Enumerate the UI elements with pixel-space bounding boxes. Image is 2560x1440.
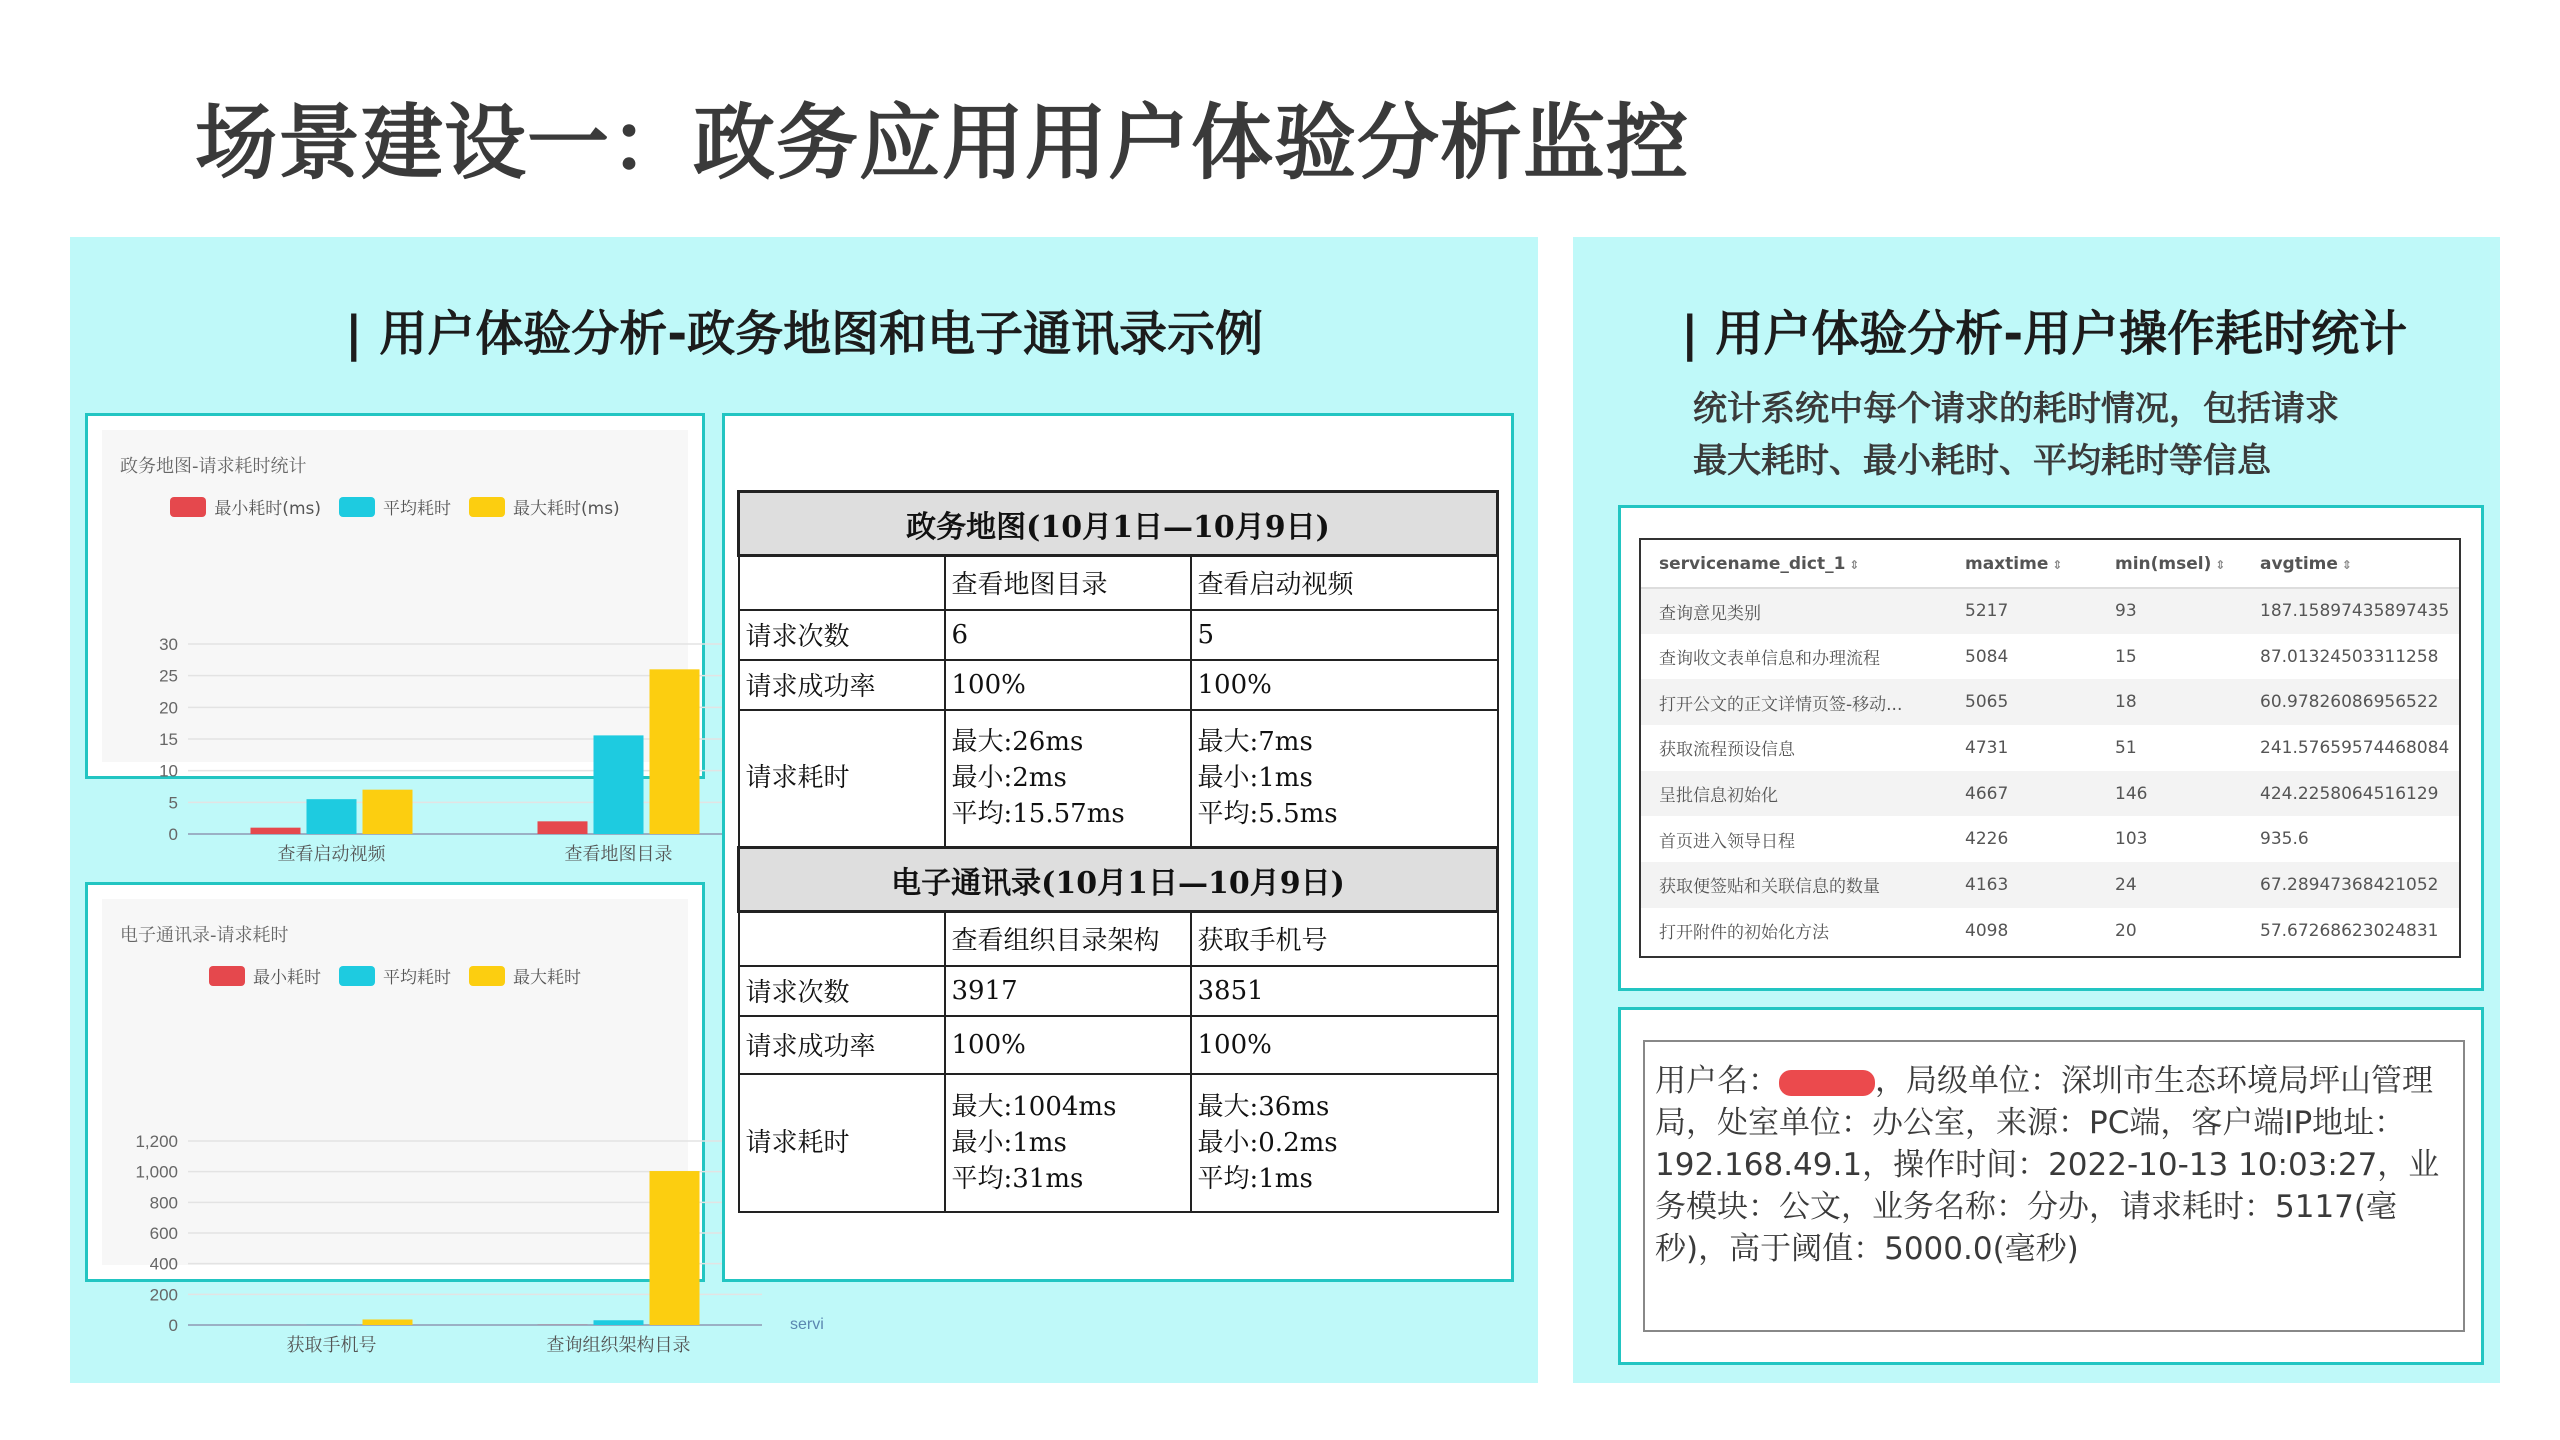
map-section-title: 政务地图(10月1日—10月9日) bbox=[739, 492, 1498, 556]
table-cell: 18 bbox=[2097, 679, 2242, 725]
table-cell: 935.6 bbox=[2260, 829, 2309, 850]
table-cell: 424.2258064516129 bbox=[2242, 771, 2459, 817]
time-avg: 平均:5.5ms bbox=[1197, 799, 1338, 830]
contacts-chart-title: 电子通讯录-请求耗时 bbox=[120, 925, 289, 946]
column-header-min[interactable] bbox=[2097, 540, 2242, 588]
table-header-row bbox=[1641, 540, 2459, 588]
table-cell: 查询收文表单信息和办理流程 bbox=[1659, 649, 1880, 670]
y-tick-label: 0 bbox=[168, 1316, 178, 1335]
table-cell bbox=[1191, 710, 1498, 848]
y-tick-label: 1,000 bbox=[135, 1162, 178, 1182]
legend-max-label: 最大耗时 bbox=[513, 968, 581, 988]
table-row bbox=[739, 660, 1498, 710]
table-cell: 4667 bbox=[1947, 771, 2097, 817]
map-chart bbox=[102, 430, 688, 864]
table-cell: 100% bbox=[1191, 1016, 1498, 1074]
table-cell: 查看组织目录架构 bbox=[945, 912, 1191, 966]
table-cell: 93 bbox=[2097, 588, 2242, 634]
table-row[interactable] bbox=[1641, 862, 2459, 908]
legend-avg-label: 平均耗时 bbox=[383, 968, 451, 988]
sort-icon[interactable]: ⇕ bbox=[2052, 557, 2063, 572]
bar bbox=[594, 1320, 644, 1325]
right-panel-heading: | 用户体验分析-用户操作耗时统计 bbox=[1681, 306, 2408, 362]
table-cell: 获取手机号 bbox=[1191, 912, 1498, 966]
y-tick-label: 800 bbox=[149, 1193, 178, 1213]
log-text bbox=[1655, 1060, 2449, 1270]
x-tick-label: 获取手机号 bbox=[286, 1335, 377, 1355]
table-cell: 103 bbox=[2115, 829, 2148, 850]
y-tick-label: 30 bbox=[159, 635, 178, 654]
service-table-container bbox=[1639, 538, 2461, 958]
legend-min-label: 最小耗时(ms) bbox=[214, 499, 321, 519]
table-cell: 查询意见类别 bbox=[1641, 588, 1947, 634]
map-chart-plot bbox=[102, 430, 694, 864]
sort-icon[interactable]: ⇕ bbox=[2341, 557, 2352, 572]
time-avg: 平均:31ms bbox=[951, 1163, 1084, 1194]
table-cell bbox=[1191, 1074, 1498, 1212]
table-cell: 4098 bbox=[1965, 920, 2009, 941]
y-tick-label: 600 bbox=[149, 1224, 178, 1243]
stats-table-card bbox=[722, 413, 1514, 1282]
service-table bbox=[1641, 540, 2459, 954]
table-row bbox=[739, 556, 1498, 610]
bar bbox=[251, 828, 301, 834]
contacts-section-title-row bbox=[739, 848, 1498, 912]
table-cell: 5084 bbox=[1965, 646, 2009, 667]
y-tick-label: 200 bbox=[149, 1285, 178, 1305]
table-row[interactable] bbox=[1641, 679, 2459, 725]
time-min: 最小:1ms bbox=[1197, 763, 1313, 794]
table-cell: 6 bbox=[945, 610, 1191, 660]
y-tick-label: 10 bbox=[159, 761, 178, 781]
legend-max-label: 最大耗时(ms) bbox=[513, 499, 620, 519]
contacts-section-title: 电子通讯录(10月1日—10月9日) bbox=[739, 848, 1498, 912]
table-cell: 4226 bbox=[1965, 829, 2009, 850]
y-tick-label: 15 bbox=[159, 730, 178, 749]
log-user-label: 用户名： bbox=[1655, 1063, 1779, 1099]
time-max: 最大:1004ms bbox=[951, 1091, 1117, 1122]
table-cell: 100% bbox=[945, 660, 1191, 710]
table-row[interactable] bbox=[1641, 816, 2459, 862]
table-cell: 打开公文的正文详情页签-移动... bbox=[1641, 679, 1947, 725]
sort-icon[interactable]: ⇕ bbox=[1849, 557, 1860, 572]
table-row bbox=[739, 610, 1498, 660]
table-row[interactable] bbox=[1641, 588, 2459, 634]
table-row bbox=[739, 1016, 1498, 1074]
table-cell: 5065 bbox=[1947, 679, 2097, 725]
time-min: 最小:1ms bbox=[951, 1127, 1067, 1158]
left-panel bbox=[70, 237, 1538, 1383]
bar bbox=[307, 799, 357, 834]
table-row[interactable] bbox=[1641, 908, 2459, 954]
x-axis-tail-label: servi bbox=[790, 1316, 824, 1333]
table-cell bbox=[739, 556, 945, 610]
y-tick-label: 0 bbox=[168, 825, 178, 844]
legend-min-label: 最小耗时 bbox=[253, 968, 321, 988]
log-record-card bbox=[1618, 1007, 2484, 1365]
service-table-body bbox=[1641, 588, 2459, 954]
time-avg: 平均:15.57ms bbox=[951, 799, 1125, 830]
y-tick-label: 1,200 bbox=[135, 1132, 178, 1151]
table-cell: 请求次数 bbox=[739, 610, 945, 660]
table-cell: 57.67268623024831 bbox=[2260, 920, 2439, 941]
right-panel bbox=[1573, 237, 2500, 1383]
table-cell bbox=[945, 710, 1191, 848]
column-header-label: maxtime bbox=[1965, 553, 2049, 574]
map-section-title-row bbox=[739, 492, 1498, 556]
column-header-label: servicename_dict_1 bbox=[1659, 553, 1846, 574]
column-header-servicename[interactable] bbox=[1641, 540, 1947, 588]
time-min: 最小:2ms bbox=[951, 763, 1067, 794]
time-max: 最大:36ms bbox=[1197, 1091, 1330, 1122]
table-cell: 查看地图目录 bbox=[945, 556, 1191, 610]
y-tick-label: 25 bbox=[159, 666, 178, 686]
table-cell: 67.28947368421052 bbox=[2242, 862, 2459, 908]
slide-title: 场景建设一：政务应用用户体验分析监控 bbox=[195, 96, 1690, 191]
table-cell: 请求耗时 bbox=[739, 1074, 945, 1212]
bar bbox=[538, 821, 588, 834]
table-row[interactable] bbox=[1641, 634, 2459, 680]
table-cell: 15 bbox=[2115, 646, 2137, 667]
table-cell: 3851 bbox=[1191, 966, 1498, 1016]
table-cell: 4731 bbox=[1965, 737, 2009, 758]
service-table-card bbox=[1618, 505, 2484, 991]
table-cell: 首页进入领导日程 bbox=[1659, 831, 1795, 852]
table-cell: 24 bbox=[2097, 862, 2242, 908]
stats-table bbox=[737, 490, 1499, 1213]
table-cell: 请求耗时 bbox=[739, 710, 945, 848]
table-cell: 100% bbox=[945, 1016, 1191, 1074]
bar bbox=[650, 669, 700, 834]
column-header-maxtime[interactable] bbox=[1947, 540, 2097, 588]
table-cell: 请求次数 bbox=[739, 966, 945, 1016]
y-tick-label: 20 bbox=[159, 698, 178, 718]
table-row[interactable] bbox=[1641, 771, 2459, 817]
y-tick-label: 5 bbox=[168, 793, 178, 813]
bar bbox=[594, 735, 644, 834]
table-cell: 100% bbox=[1191, 660, 1498, 710]
table-cell: 打开附件的初始化方法 bbox=[1659, 923, 1829, 944]
table-row bbox=[739, 966, 1498, 1016]
table-cell: 请求成功率 bbox=[739, 1016, 945, 1074]
bar bbox=[650, 1171, 700, 1325]
map-chart-title: 政务地图-请求耗时统计 bbox=[120, 456, 307, 477]
time-min: 最小:0.2ms bbox=[1197, 1127, 1338, 1158]
table-cell: 241.57659574468084 bbox=[2260, 737, 2450, 758]
table-cell: 60.97826086956522 bbox=[2242, 679, 2459, 725]
table-cell: 187.15897435897435 bbox=[2242, 588, 2459, 634]
table-cell: 87.01324503311258 bbox=[2260, 646, 2439, 667]
right-panel-description bbox=[1693, 383, 2339, 487]
bar bbox=[363, 790, 413, 834]
bar bbox=[363, 1319, 413, 1325]
description-line: 统计系统中每个请求的耗时情况，包括请求 bbox=[1693, 389, 2339, 429]
description-line: 最大耗时、最小耗时、平均耗时等信息 bbox=[1693, 441, 2271, 481]
table-cell: 呈批信息初始化 bbox=[1641, 771, 1947, 817]
column-header-label: avgtime bbox=[2260, 553, 2338, 574]
table-cell: 51 bbox=[2115, 737, 2137, 758]
table-row[interactable] bbox=[1641, 725, 2459, 771]
table-cell: 5 bbox=[1191, 610, 1498, 660]
x-tick-label: 查看地图目录 bbox=[564, 844, 673, 864]
left-panel-heading: | 用户体验分析-政务地图和电子通讯录示例 bbox=[345, 306, 1264, 362]
table-row bbox=[739, 912, 1498, 966]
x-tick-label: 查询组织架构目录 bbox=[546, 1335, 691, 1355]
time-avg: 平均:1ms bbox=[1197, 1163, 1313, 1194]
table-cell: 请求成功率 bbox=[739, 660, 945, 710]
map-chart-card bbox=[85, 413, 705, 864]
column-header-avgtime[interactable] bbox=[2242, 540, 2459, 588]
time-max: 最大:7ms bbox=[1197, 727, 1313, 758]
table-cell: 获取便签贴和关联信息的数量 bbox=[1641, 862, 1947, 908]
legend-avg-label: 平均耗时 bbox=[383, 499, 451, 519]
time-max: 最大:26ms bbox=[951, 727, 1084, 758]
x-tick-label: 查看启动视频 bbox=[277, 844, 386, 864]
table-cell: 3917 bbox=[945, 966, 1191, 1016]
log-details: ，局级单位：深圳市生态环境局坪山管理局，处室单位：办公室，来源：PC端，客户端IP地址：192.168.49.1，操作时间：2022-10-13 10:03:27，业务模块：公文，业务名称：分办，请求耗时：5117(毫秒)，高于阈值：5000.0(毫秒) bbox=[1655, 1063, 2440, 1267]
sort-icon[interactable]: ⇕ bbox=[2215, 557, 2226, 572]
table-cell: 查看启动视频 bbox=[1191, 556, 1498, 610]
log-record bbox=[1643, 1040, 2465, 1332]
table-cell: 4163 bbox=[1947, 862, 2097, 908]
table-cell bbox=[739, 912, 945, 966]
column-header-label: min(msel) bbox=[2115, 553, 2212, 574]
table-cell: 5217 bbox=[1947, 588, 2097, 634]
table-row bbox=[739, 710, 1498, 848]
table-row bbox=[739, 1074, 1498, 1212]
table-cell: 获取流程预设信息 bbox=[1659, 740, 1795, 761]
y-tick-label: 400 bbox=[149, 1254, 178, 1274]
table-cell: 146 bbox=[2097, 771, 2242, 817]
redacted-username bbox=[1779, 1070, 1875, 1096]
table-cell bbox=[945, 1074, 1191, 1212]
table-cell: 20 bbox=[2115, 920, 2137, 941]
